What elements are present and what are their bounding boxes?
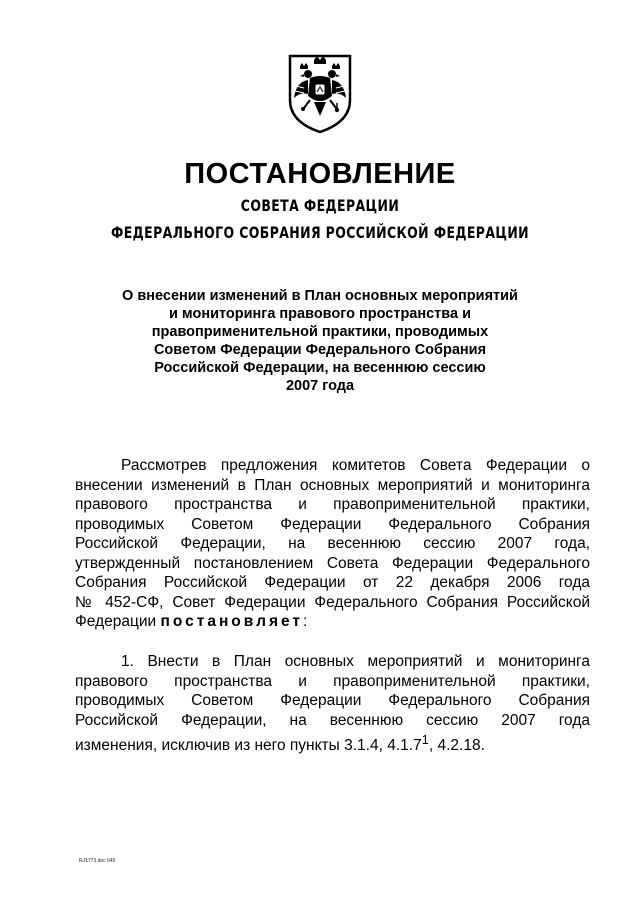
preamble-line: правового пространства и правоприменительной практики, bbox=[75, 496, 590, 513]
preamble-line: проводимых Советом Федерации Федерального Собрания bbox=[75, 515, 590, 533]
preamble-line: Российской Федерации, на весеннюю сессию 2007 года, bbox=[75, 535, 590, 552]
preamble-last-prefix: Федерации bbox=[75, 613, 161, 630]
preamble-line: Рассмотрев предложения комитетов Совета Федерации о bbox=[121, 457, 590, 474]
subject-line: правоприменительной практики, проводимых bbox=[151, 324, 489, 340]
subject-line: Советом Федерации Федерального Собрания bbox=[153, 342, 487, 358]
document-title: ПОСТАНОВЛЕНИЕ bbox=[184, 158, 456, 190]
subject-line: и мониторинга правового пространства и bbox=[168, 306, 472, 322]
clause-last-suffix: , 4.2.18. bbox=[428, 737, 485, 755]
clause-line: Российской Федерации, на весеннюю сессию 2007 года bbox=[75, 711, 590, 729]
document-subject bbox=[90, 287, 550, 395]
clause-line: проводимых Советом Федерации Федерального Собрания bbox=[75, 692, 590, 709]
clause-line: правового пространства и правоприменительной практики, bbox=[75, 672, 590, 690]
document-file-reference: RJ1773.doc 645 bbox=[79, 858, 116, 864]
preamble-line: утвержденный постановлением Совета Федерации Федерального bbox=[75, 554, 590, 572]
issuer-line-2: ФЕДЕРАЛЬНОГО СОБРАНИЯ РОССИЙСКОЙ ФЕДЕРАЦИИ bbox=[110, 223, 530, 242]
issuer-line-1: СОВЕТА ФЕДЕРАЦИИ bbox=[240, 196, 400, 215]
clause-last-prefix: изменения, исключив из него пункты 3.1.4, 4.1.7 bbox=[75, 737, 422, 755]
clause-last-line bbox=[75, 730, 590, 756]
subject-line: Российской Федерации, на весеннюю сессию bbox=[154, 360, 486, 376]
preamble-last-line bbox=[75, 612, 590, 632]
resolution-keyword: постановляет bbox=[160, 613, 303, 630]
subject-line: 2007 года bbox=[285, 378, 355, 394]
preamble-line: № 452-СФ, Совет Федерации Федерального Собрания Российской bbox=[75, 593, 590, 611]
preamble-paragraph bbox=[75, 456, 590, 632]
subject-line: О внесении изменений в План основных мероприятий bbox=[122, 288, 518, 304]
preamble-line: Собрания Российской Федерации от 22 декабря 2006 года bbox=[75, 574, 590, 591]
preamble-line: внесении изменений в План основных мероприятий и мониторинга bbox=[75, 476, 590, 494]
preamble-last-suffix: : bbox=[303, 613, 308, 630]
clause-superscript: 1 bbox=[421, 732, 429, 747]
clause-1-paragraph bbox=[75, 652, 590, 756]
clause-line: 1. Внести в План основных мероприятий и мониторинга bbox=[121, 653, 590, 670]
coat-of-arms-emblem-icon bbox=[286, 52, 354, 134]
